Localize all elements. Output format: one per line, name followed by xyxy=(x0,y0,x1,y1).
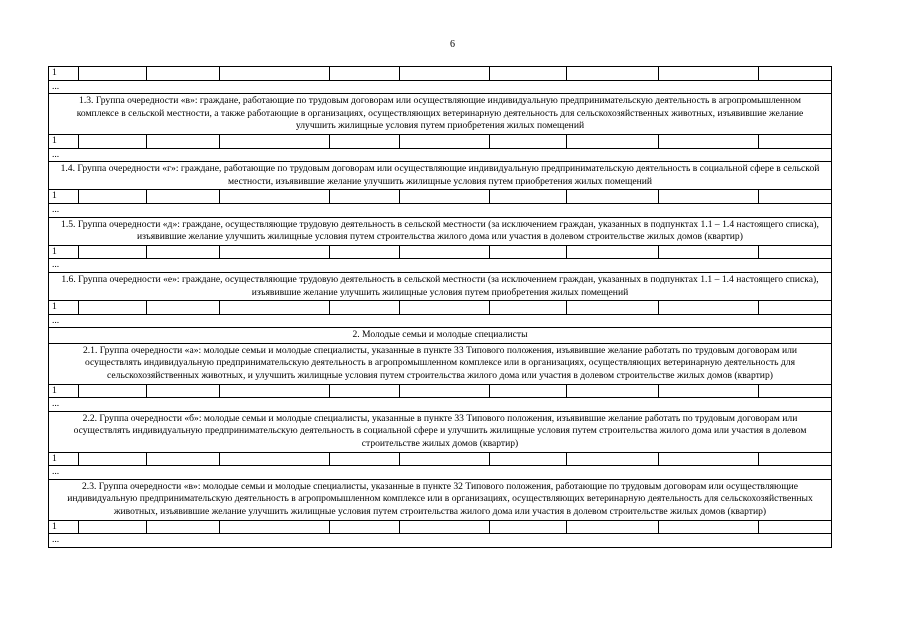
table-cell xyxy=(147,245,220,259)
table-cell xyxy=(400,301,490,315)
table-cell xyxy=(759,190,832,204)
table-cell xyxy=(330,67,400,81)
group-heading-row xyxy=(49,479,832,520)
table-cell xyxy=(147,67,220,81)
continuation-marker: ... xyxy=(49,80,832,94)
table-cell xyxy=(220,520,330,534)
group-heading: 1.3. Группа очередности «в»: граждане, работающие по трудовым договорам или осуществляющие индивидуальную предпринимательскую деятельность в агропромышленном комплексе в сельской местности, а также работающие в организациях, осуществляющих ветеринарную деятельность для сельскохозяйственных животных, изъявившие желание улучшить жилищные условия путем приобретения жилых помещений xyxy=(49,94,832,135)
table-cell xyxy=(400,452,490,466)
table-cell xyxy=(330,245,400,259)
group-heading: 1.6. Группа очередности «е»: граждане, осуществляющие трудовую деятельность в сельской местности (за исключением граждан, указанных в подпунктах 1.1 – 1.4 настоящего списка), изъявившие желание улучшить жилищные условия путем приобретения жилых помещений xyxy=(49,272,832,300)
group-heading-row xyxy=(49,411,832,452)
table-cell xyxy=(759,134,832,148)
group-heading: 2.1. Группа очередности «а»: молодые семьи и молодые специалисты, указанные в пункте 33 Типового положения, изъявившие желание работать по трудовым договорам или осуществлять индивидуальную предпринимательскую деятельность в агропромышленном комплексе или в организациях, осуществляющих ветеринарную деятельность для сельскохозяйственных животных, и улучшить жилищные условия путем строительства жилого дома или участия в долевом строительстве жилых домов (квартир) xyxy=(49,343,832,384)
table-cell xyxy=(759,384,832,398)
row-number: 1 xyxy=(49,67,79,81)
group-heading: 2.3. Группа очередности «в»: молодые семьи и молодые специалисты, указанные в пункте 32 Типового положения, работающие по трудовым договорам или осуществляющие индивидуальную предпринимательскую деятельность в агропромышленном комплексе или в организациях, осуществляющих ветеринарную деятельность для сельскохозяйственных животных, изъявившие желание улучшить жилищные условия путем строительства жилого дома или участия в долевом строительстве жилых домов (квартир) xyxy=(49,479,832,520)
table-cell xyxy=(659,67,759,81)
continuation-marker: ... xyxy=(49,466,832,480)
table-cell xyxy=(400,520,490,534)
table-cell xyxy=(759,301,832,315)
table-cell xyxy=(147,520,220,534)
continuation-row xyxy=(49,148,832,162)
row-number: 1 xyxy=(49,301,79,315)
row-number: 1 xyxy=(49,384,79,398)
table-cell xyxy=(220,134,330,148)
continuation-row xyxy=(49,259,832,273)
table-row xyxy=(49,452,832,466)
table-cell xyxy=(659,245,759,259)
table-cell xyxy=(490,452,567,466)
group-heading-row xyxy=(49,272,832,300)
table-cell xyxy=(567,520,659,534)
table-row xyxy=(49,134,832,148)
table-cell xyxy=(220,384,330,398)
table-row xyxy=(49,67,832,81)
page-number: 6 xyxy=(450,39,455,50)
continuation-row xyxy=(49,314,832,328)
group-heading-row xyxy=(49,343,832,384)
continuation-marker: ... xyxy=(49,148,832,162)
table-cell xyxy=(330,452,400,466)
table-cell xyxy=(79,190,147,204)
table-cell xyxy=(79,67,147,81)
table-cell xyxy=(490,134,567,148)
table-cell xyxy=(490,301,567,315)
table-cell xyxy=(759,452,832,466)
group-heading: 2. Молодые семьи и молодые специалисты xyxy=(49,328,832,344)
table-cell xyxy=(659,520,759,534)
group-heading-row xyxy=(49,94,832,135)
table-row xyxy=(49,245,832,259)
group-heading: 1.5. Группа очередности «д»: граждане, осуществляющие трудовую деятельность в сельской местности (за исключением граждан, указанных в подпунктах 1.1 – 1.4 настоящего списка), изъявившие желание улучшить жилищные условия путем строительства жилого дома или участия в долевом строительстве жилых домов (квартир) xyxy=(49,217,832,245)
row-number: 1 xyxy=(49,452,79,466)
continuation-row xyxy=(49,203,832,217)
table-cell xyxy=(79,452,147,466)
group-heading: 2.2. Группа очередности «б»: молодые семьи и молодые специалисты, указанные в пункте 33 Типового положения, изъявившие желание работать по трудовым договорам или осуществлять индивидуальную предпринимательскую деятельность в социальной сфере и улучшить жилищные условия путем строительства жилого дома или участия в долевом строительстве жилых домов (квартир) xyxy=(49,411,832,452)
table-cell xyxy=(490,67,567,81)
table-cell xyxy=(759,245,832,259)
table-cell xyxy=(220,245,330,259)
table-cell xyxy=(490,384,567,398)
table-cell xyxy=(567,452,659,466)
applicant-list-table xyxy=(48,66,832,548)
table-cell xyxy=(79,245,147,259)
table-cell xyxy=(400,245,490,259)
table-cell xyxy=(147,134,220,148)
continuation-marker: ... xyxy=(49,259,832,273)
table-cell xyxy=(567,301,659,315)
table-cell xyxy=(79,134,147,148)
table-cell xyxy=(147,384,220,398)
table-row xyxy=(49,384,832,398)
table-cell xyxy=(567,384,659,398)
row-number: 1 xyxy=(49,190,79,204)
table-cell xyxy=(759,520,832,534)
table-row xyxy=(49,190,832,204)
table-row xyxy=(49,301,832,315)
table-cell xyxy=(659,190,759,204)
table-cell xyxy=(79,301,147,315)
table-cell xyxy=(220,301,330,315)
row-number: 1 xyxy=(49,134,79,148)
table-cell xyxy=(400,134,490,148)
table-cell xyxy=(330,520,400,534)
table-cell xyxy=(400,190,490,204)
table-cell xyxy=(490,190,567,204)
continuation-row xyxy=(49,466,832,480)
table-cell xyxy=(659,384,759,398)
continuation-row xyxy=(49,534,832,548)
table-cell xyxy=(330,134,400,148)
table-cell xyxy=(659,134,759,148)
table-cell xyxy=(567,245,659,259)
table-body xyxy=(49,67,832,548)
table-cell xyxy=(147,452,220,466)
table-cell xyxy=(330,301,400,315)
table-cell xyxy=(759,67,832,81)
table-cell xyxy=(567,67,659,81)
group-heading-row xyxy=(49,328,832,344)
table-cell xyxy=(400,384,490,398)
table-cell xyxy=(659,301,759,315)
table-cell xyxy=(330,190,400,204)
table-row xyxy=(49,520,832,534)
table-cell xyxy=(400,67,490,81)
table-cell xyxy=(567,134,659,148)
table-cell xyxy=(659,452,759,466)
group-heading-row xyxy=(49,162,832,190)
group-heading-row xyxy=(49,217,832,245)
table-cell xyxy=(567,190,659,204)
continuation-marker: ... xyxy=(49,203,832,217)
table-cell xyxy=(220,190,330,204)
table-cell xyxy=(220,67,330,81)
continuation-marker: ... xyxy=(49,314,832,328)
table-cell xyxy=(220,452,330,466)
continuation-row xyxy=(49,398,832,412)
table-cell xyxy=(490,520,567,534)
table-cell xyxy=(79,384,147,398)
group-heading: 1.4. Группа очередности «г»: граждане, работающие по трудовым договорам или осуществляющие индивидуальную предпринимательскую деятельность в социальной сфере в сельской местности, изъявившие желание улучшить жилищные условия путем приобретения жилых помещений xyxy=(49,162,832,190)
continuation-marker: ... xyxy=(49,398,832,412)
table-cell xyxy=(490,245,567,259)
table-cell xyxy=(79,520,147,534)
row-number: 1 xyxy=(49,520,79,534)
continuation-marker: ... xyxy=(49,534,832,548)
table-cell xyxy=(147,301,220,315)
table-cell xyxy=(330,384,400,398)
row-number: 1 xyxy=(49,245,79,259)
table-cell xyxy=(147,190,220,204)
continuation-row xyxy=(49,80,832,94)
